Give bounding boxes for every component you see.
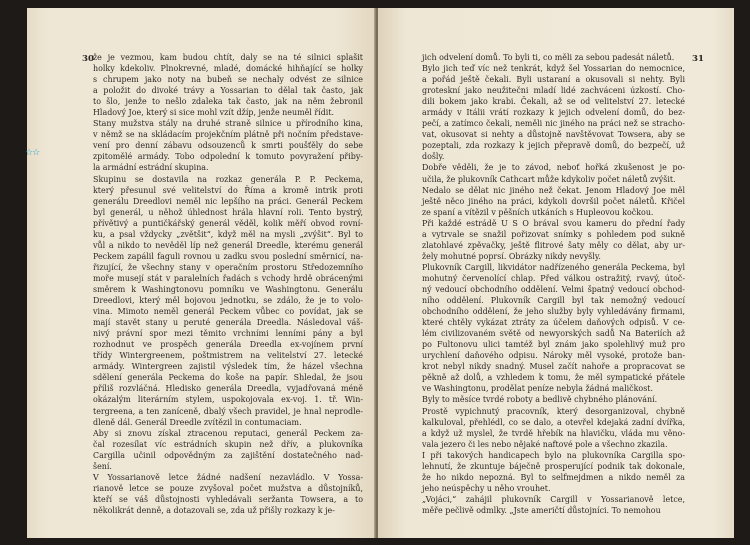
text-line: a pořád ještě čekali. Byli ustaraní a okusovali si nehty. Byli	[422, 75, 685, 85]
text-line: a položit do divoké trávy a Yossarian to dělal tak často, jak	[93, 86, 363, 96]
text-line: lehnutí, že zkuntuje báječně prosperující podnik tak dokonale,	[422, 461, 685, 471]
text-line: jeho neúspěchy u něho vrouhet.	[422, 483, 551, 493]
text-line: Při každé estrádě U S O brával svou kameru do přední řady	[422, 218, 685, 228]
text-line: třídy Wintergreenem, poštmistrem na velitelství 27. letecké	[93, 351, 363, 361]
text-line: Bylo jich teď víc než tenkrát, když šel Yossarian do nemocnice,	[422, 64, 685, 74]
text-line: vat, okusovat si nehty a důstojně navštěvovat Towsera, aby se	[422, 130, 685, 140]
text-line: dili bokem jako krabi. Čekali, až se od velitelství 27. letecké	[422, 97, 685, 107]
text-line: Hladový Joe, který si sice mohl vzít džíp, jenže neuměl řídit.	[93, 108, 335, 118]
text-line: mají stavět stany u peruté generála Dreedla. Následoval váš-	[93, 318, 363, 328]
text-line: Dobře věděli, že je to závod, neboť hořká zkušenost je po-	[422, 163, 685, 173]
text-line: řizující, že všechny stany v operačním prostoru Středozemního	[93, 262, 363, 272]
text-line: dleně dál. Generál Dreedle zvítězil in contumaciam.	[93, 417, 302, 427]
text-line: Skupinu se dostavila na rozkaz generála P. P. Peckema,	[93, 174, 363, 184]
text-line: armády. Wintergreen zajistil výsledek tím, že házel všechna	[93, 362, 363, 372]
text-line: směrem k Washingtonovu pomníku ve Washingtonu. Generálu	[93, 284, 363, 294]
text-line: V Yossarianově letce žádné nadšení nezavládlo. V Yossa-	[93, 472, 363, 482]
text-line: šení.	[93, 461, 112, 471]
text-line: ještě něco jiného na práci, kdykoli dovršil počet náletů. Křičel	[422, 196, 685, 206]
text-line: krot nebyl nikdy snadný. Musel začít nahoře a propracovat se	[422, 362, 685, 372]
right-page	[378, 8, 734, 538]
text-line: to šlo, jenže to nešlo zdaleka tak často, jak na něm žebronil	[93, 97, 363, 107]
text-line: které chtěly vykázat ztráty za účelem daňových odpisů. V ce-	[422, 318, 685, 328]
text-line: pěkně až dolů, a vzhledem k tomu, že měl sympatické přátele	[422, 373, 685, 383]
text-line: příliš rozvláčná. Hledisko generála Dreedla, vyjadřovaná méně	[93, 384, 363, 394]
text-line: Prostě vypichnutý pracovník, který desorganizoval, chybně	[422, 406, 685, 416]
text-line: rianově letce se pouze zvyšoval počet mužstva a důstojníků,	[93, 483, 363, 493]
text-line: s chrupem jako noty na bubeň se nechaly odvést ze silnice	[93, 75, 363, 85]
text-line: byl generál, u něhož úhlednost hrála hlavní roli. Tento bystrý,	[93, 207, 363, 217]
text-line: Stany mužstva stály na druhé straně silnice u přírodního kina,	[93, 119, 363, 129]
text-line: rozhodnut ve prospěch generála Dreedla ex-vojínem první	[93, 340, 363, 350]
text-line: ze spaní a vítězil v pěšních utkáních s Hupleovou kočkou.	[422, 207, 654, 217]
text-line: vina. Mimoto neměl generál Peckem vůbec co povídat, jak se	[93, 307, 363, 317]
text-line: učila, že plukovník Cathcart může kdykoliv počet náletů zvýšit.	[422, 174, 676, 184]
text-line: Nedalo se dělat nic jiného než čekat. Jenom Hladový Joe měl	[422, 185, 685, 195]
text-line: kalkuloval, přehlédl, co se dalo, a otevřel kdejaká zadní dvířka,	[422, 417, 685, 427]
text-line: došly.	[422, 152, 445, 162]
text-line: groteskní jako neužitečni mladí lidé zachváceni úzkostí. Cho-	[422, 86, 685, 96]
text-line: zpitomělé armády. Tobo odpolední k tomuto povyražení přiby-	[93, 152, 363, 162]
text-line: nivý právní spor mezi těmito vrchními lenními pány a byl	[93, 329, 363, 339]
text-line: sdělení generála Peckema do koše na papír. Shledal, že jsou	[93, 373, 363, 383]
text-line: jich odvelení domů. To byli ti, co měli za sebou padesát náletů.	[422, 53, 675, 62]
page-number: 31	[692, 54, 704, 64]
margin-mark: ☆☆	[25, 148, 40, 158]
text-line: vala jezero či les nebo nějaké naftové pole a všechno zkazila.	[422, 439, 668, 449]
page-number: 30	[82, 54, 94, 64]
text-line: generálu Dreedlovi neměl nic lepšího na práci. Generál Peckem	[93, 196, 363, 206]
text-line: a vytrvale se snažil pořizovat snímky s pohledem pod sukně	[422, 229, 685, 239]
text-line: že ho nikdo nepozná. Byl to selfmejdmen a nikdo neměl za	[422, 472, 685, 482]
text-line: ního oddělení. Plukovník Cargill byl tak nemožný vedoucí	[422, 296, 685, 306]
text-line: že je vezmou, kam budou chtít, daly se na té silnici splašit	[93, 53, 363, 62]
text-line: čal rozesílat víc estrádních skupin než dřív, a plukovníka	[93, 439, 363, 449]
text-line: v němž se na skládacím projekčním plátně při nočním představe-	[93, 130, 363, 140]
text-line: Aby si znovu získal ztracenou reputaci, generál Peckem za-	[93, 428, 363, 438]
page-text	[422, 52, 685, 516]
left-page	[27, 8, 376, 538]
text-line: la armádní estrádní skupina.	[93, 163, 209, 173]
text-line: a když už myslel, že tvrdě hřebík na hlavičku, vláda mu věno-	[422, 428, 685, 438]
text-line: přívětivý a puntičkářský generál věděl, kolik měří obvod rovní-	[93, 218, 363, 228]
text-line: ný vedoucí obchodního oddělení. Velmi špatný vedoucí obchod-	[422, 284, 685, 294]
text-line: po Fultonovu ulici tamtéž byl znám jako spolehlivý muž pro	[422, 340, 685, 350]
text-line: který přesunul své velitelství do Říma a kromě intrik proti	[93, 185, 363, 195]
text-line: okázalým literárním stylem, uspokojovala ex-voj. 1. tř. Win-	[93, 395, 363, 405]
text-line: měře pečlivě odmlky. „Jste američtí důstojníci. To nemohou	[422, 505, 661, 515]
text-line: tergreena, a ten zaníceně, dbalý všech pravidel, je hnal neprodle-	[93, 406, 363, 416]
text-line: Peckem zapálil faguli rovnou u zadku svou poslední směrnicí, na-	[93, 251, 363, 261]
text-line: kteří se váš důstojnosti vyhledávali seržanta Towsera, a to	[93, 494, 363, 504]
text-line: holky kdekoliv. Plnokrevné, mladé, domácké hihňající se holky	[93, 64, 363, 74]
text-line: pozeptali, zda rozkazy k jejich přepravě domů, do bezpečí, už	[422, 141, 685, 151]
text-line: urychlení daňového odpisu. Nároky měl vysoké, protože ban-	[422, 351, 685, 361]
text-line: armády v Itálii vrátí rozkazy k jejich odvelení domů, do bez-	[422, 108, 685, 118]
text-line: zlatohlavé zpěvačky, ještě flitrové šaty měly co dělat, aby ur-	[422, 240, 685, 250]
text-line: lém civilizovaném světě od newyorských sadů Na Bateriích až	[422, 329, 685, 339]
text-line: Plukovník Cargill, likvidátor nadřízeného generála Peckema, byl	[422, 262, 685, 272]
text-line: žely mohutné poprsí. Obrázky nikdy nevyšly.	[422, 251, 601, 261]
text-line: Byly to měsíce tvrdé roboty a bedlivě chybného plánování.	[422, 395, 658, 405]
page-text	[93, 52, 363, 516]
text-line: obchodního oddělení, že jeho služby byly vyhledávány firmami,	[422, 307, 685, 317]
text-line: několikrát denně, a dotazovali se, zda už přišly rozkazy k je-	[93, 505, 335, 515]
text-line: vůl a nikdo to nevěděl líp než generál Dreedle, kterému generál	[93, 240, 363, 250]
text-line: Cargilla učinil odpovědným za zajištění dostatečného nad-	[93, 450, 363, 460]
text-line: I při takových handicapech bylo na plukovníka Cargilla spo-	[422, 450, 685, 460]
text-line: ve Washingtonu, prodělat peníze nebyla žádná maličkost.	[422, 384, 653, 394]
text-line: moře musejí stát v paralelních řadách s vchody hrdě obrácenými	[93, 273, 363, 283]
text-line: mohutný červenolící chlap. Před válkou ostražitý, rvavý, útoč-	[422, 273, 685, 283]
text-line: ku, a psal vždycky „zvětšit“, když měl na mysli „zvýšit“. Byl to	[93, 229, 363, 239]
text-line: vení pro denní zábavu odsouzenců k smrti poušťěly do sebe	[93, 141, 363, 151]
text-line: pečí, a zatímco čekali, neměli nic jiného na práci než se stracho-	[422, 119, 685, 129]
text-line: Dreedlovi, který měl bojovou jednotku, se zdálo, že je to volo-	[93, 296, 363, 306]
text-line: „Vojáci,“ zahájil plukovník Cargill v Yossarianově letce,	[422, 494, 685, 504]
